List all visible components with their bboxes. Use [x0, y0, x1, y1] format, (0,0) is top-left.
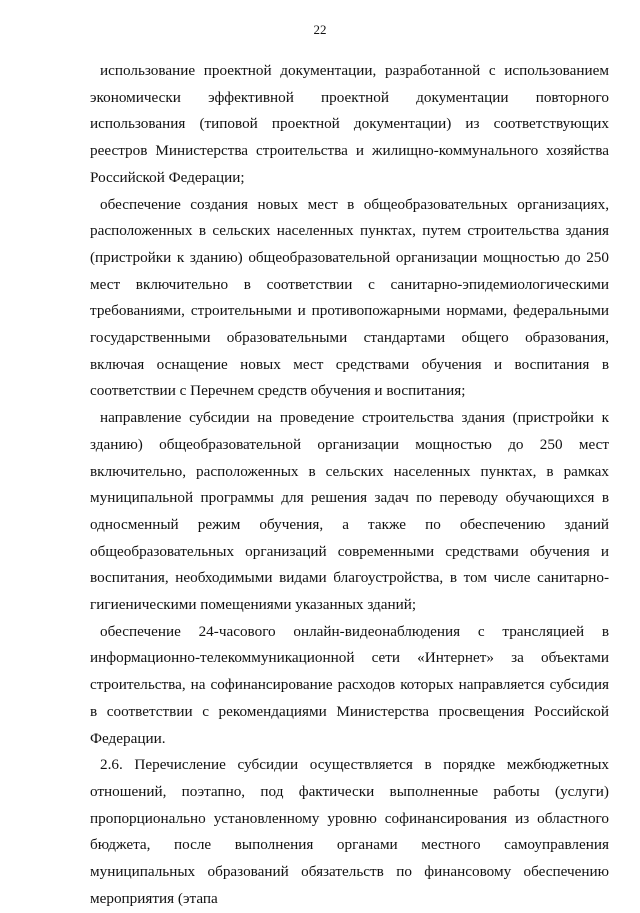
paragraph-subsidy-direction: направление субсидии на проведение строительства здания (пристройки к зданию) общеобразовательной организации мощностью до 250 мест включительно, расположенных в сельских населенных пунктах, в рамках муниципальной программы для решения задач по переводу обучающихся в односменный режим обучения, а также по обеспечению зданий общеобразовательных организаций современными средствами обучения и воспитания, необходимыми видами благоустройства, в том числе санитарно-гигиеническими помещениями указанных зданий; [90, 409, 609, 614]
paragraph-section-2-6: 2.6. Перечисление субсидии осуществляется в порядке межбюджетных отношений, поэтапно, под фактически выполненные работы (услуги) пропорционально установленному уровню софинансирования из областного бюджета, после выполнения органами местного самоуправления муниципальных образований обязательств по финансовому обеспечению мероприятия (этапа [90, 756, 609, 907]
document-body [90, 58, 609, 913]
page-number: 22 [313, 22, 327, 37]
paragraph-new-places: обеспечение создания новых мест в общеобразовательных организациях, расположенных в сельских населенных пунктах, путем строительства здания (пристройки к зданию) общеобразовательной организации мощностью до 250 мест включительно в соответствии с санитарно-эпидемиологическими требованиями, строительными и противопожарными нормами, федеральными государственными образовательными стандартами общего образования, включая оснащение новых мест средствами обучения и воспитания в соответствии с Перечнем средств обучения и воспитания; [90, 195, 609, 400]
paragraph-project-documentation: использование проектной документации, разработанной с использованием экономически эффективной проектной документации повторного использования (типовой проектной документации) из соответствующих реестров Министерства строительства и жилищно-коммунального хозяйства Российской Федерации; [90, 62, 609, 186]
paragraph-video-surveillance: обеспечение 24-часового онлайн-видеонаблюдения с трансляцией в информационно-телекоммуникационной сети «Интернет» за объектами строительства, на софинансирование расходов которых направляется субсидия в соответствии с рекомендациями Министерства просвещения Российской Федерации. [90, 622, 609, 747]
